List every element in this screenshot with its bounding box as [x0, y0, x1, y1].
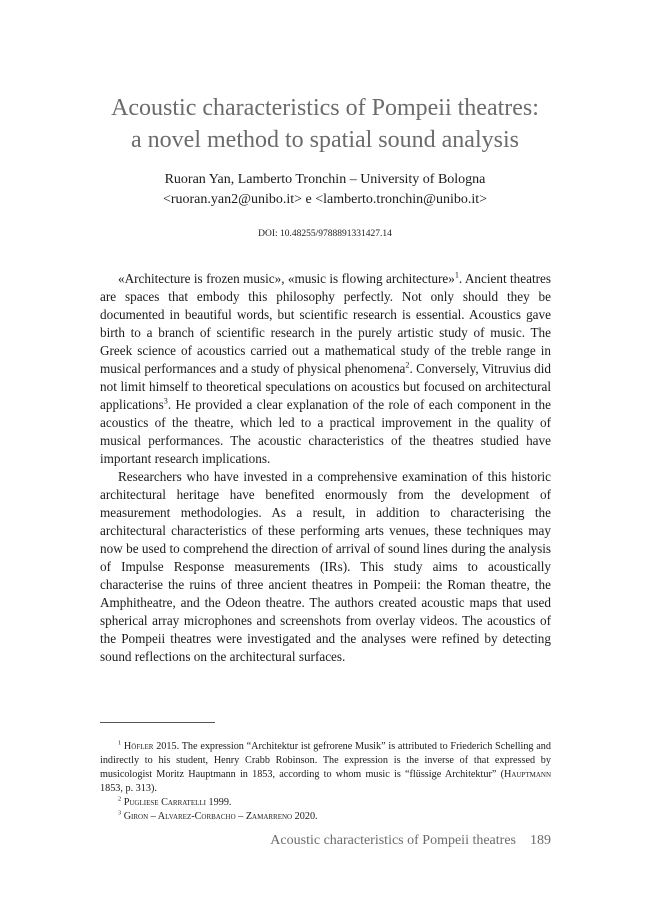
footnote-3-text: 2020. [292, 811, 318, 822]
paragraph-1 [100, 270, 551, 468]
footnote-ref-1: 1 [454, 270, 459, 280]
paragraph-2: Researchers who have invested in a comprehensive examination of this historic architectural heritage have benefited enormously from the development of measurement methodologies. As a result, in addition to characterising the architectural characteristics of these performing arts venues, these techniques may now be used to comprehend the direction of arrival of sound lines during the analysis of Impulse Response measurements (IRs). This study aims to acoustically characterise the ruins of three ancient theatres in Pompeii: the Roman theatre, the Amphitheatre, and the Odeon theatre. The authors created acoustic maps that used spherical array microphones and screenshots from overlay videos. The acoustics of the Pompeii theatres were investigated and the analyses were refined by detecting sound reflections on the architectural surfaces. [100, 469, 551, 664]
footnote-1 [100, 740, 551, 796]
author-block [60, 170, 590, 210]
paragraph-1-part-a: «Architecture is frozen music», «music is flowing architecture» [118, 271, 455, 286]
footnote-1-author: Höfler [123, 741, 154, 752]
author-emails: <ruoran.yan2@unibo.it> e <lamberto.tronchin@unibo.it> [162, 192, 488, 207]
doi: DOI: 10.48255/9788891331427.14 [258, 229, 392, 239]
footnote-2-author: Pugliese Carratelli [123, 797, 206, 808]
footnote-3 [100, 810, 551, 824]
footnotes [100, 740, 551, 824]
title-line-2: a novel method to spatial sound analysis [131, 127, 519, 153]
paragraph-1-part-c: . Conversely, Vitruvius did not limit himself to theoretical speculations on acoustics but focused on architectural applications [100, 361, 551, 412]
footnote-3-number: 3 [118, 809, 122, 817]
running-title: Acoustic characteristics of Pompeii theatres [270, 833, 516, 848]
footnote-divider [100, 722, 215, 723]
paper-title [60, 92, 590, 156]
author-names: Ruoran Yan, Lamberto Tronchin – University of Bologna [164, 172, 486, 187]
footnote-2 [100, 796, 551, 810]
footnote-ref-2: 2 [405, 360, 410, 370]
footnote-1-author-2: Hauptmann [503, 769, 551, 780]
footnote-3-author: Giron – Alvarez-Corbacho – Zamarreno [123, 811, 293, 822]
running-footer [100, 833, 551, 849]
footnote-1-text-2: 1853, p. 313). [100, 783, 157, 794]
paragraph-1-part-d: . He provided a clear explanation of the role of each component in the acoustics of the theatre, which led to a practical improvement in the quality of musical performances. The acoustic characteristics of the theatres studied have important research implications. [100, 397, 551, 466]
footnote-2-number: 2 [118, 795, 122, 803]
footnote-1-text: 2015. The expression “Architektur ist gefrorene Musik” is attributed to Friederich Schelling and indirectly to his student, Henry Crabb Robinson. The expression is the inverse of that expressed by musicologist Moritz Hauptmann in 1853, according to whom music is “flüssige Architektur” ( [100, 741, 551, 780]
page-number: 189 [530, 833, 551, 848]
paragraph-1-part-b: . Ancient theatres are spaces that embody this philosophy perfectly. Not only should they be documented in beautiful words, but scientific research is essential. Acoustics gave birth to a branch of scientific research in the purely artistic study of music. The Greek science of acoustics carried out a mathematical study of the treble range in musical performances and a study of physical phenomena [100, 271, 551, 376]
body-text [100, 270, 551, 666]
footnote-ref-3: 3 [163, 396, 168, 406]
footnote-1-number: 1 [118, 739, 122, 747]
title-line-1: Acoustic characteristics of Pompeii theatres: [111, 95, 539, 121]
footnote-2-text: 1999. [205, 797, 232, 808]
